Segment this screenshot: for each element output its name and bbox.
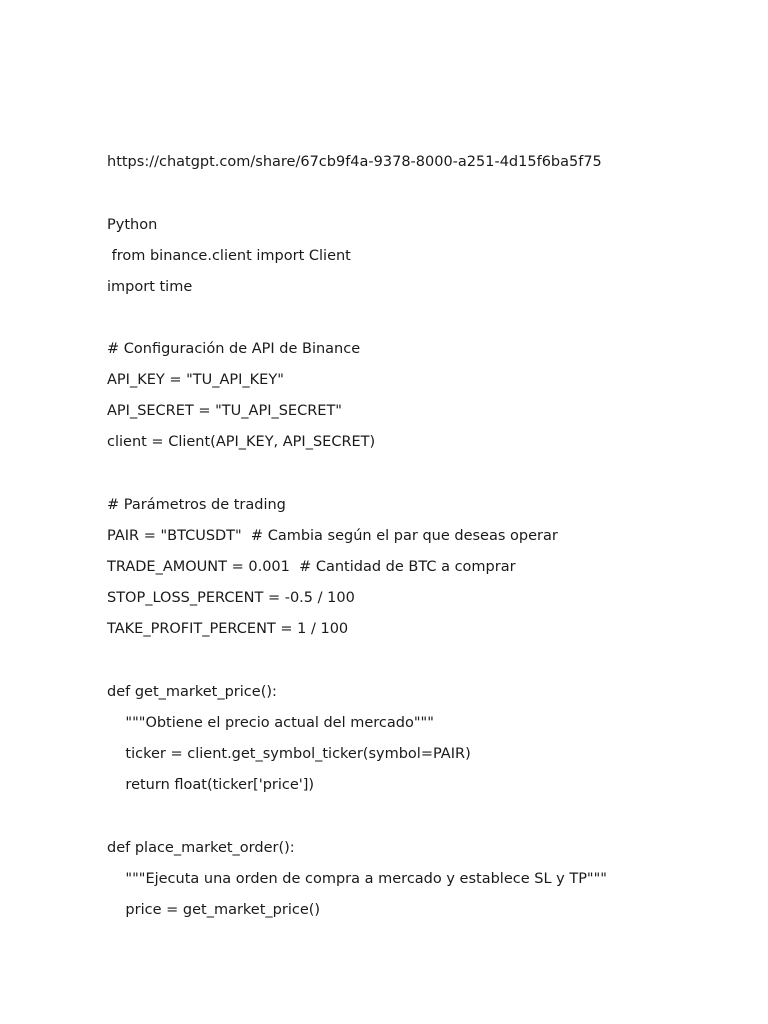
code-line: price = get_market_price() bbox=[107, 902, 321, 918]
code-line: def get_market_price(): bbox=[107, 684, 277, 700]
code-line: STOP_LOSS_PERCENT = -0.5 / 100 bbox=[107, 590, 355, 606]
code-line: ticker = client.get_symbol_ticker(symbol=PAIR) bbox=[107, 746, 471, 762]
code-line: TAKE_PROFIT_PERCENT = 1 / 100 bbox=[107, 621, 349, 637]
code-line: # Configuración de API de Binance bbox=[107, 341, 361, 357]
share-url: https://chatgpt.com/share/67cb9f4a-9378-8000-a251-4d15f6ba5f75 bbox=[107, 154, 602, 170]
code-line: """Obtiene el precio actual del mercado""" bbox=[107, 715, 434, 731]
code-line: def place_market_order(): bbox=[107, 840, 295, 856]
code-line: """Ejecuta una orden de compra a mercado y establece SL y TP""" bbox=[107, 871, 607, 887]
code-line: PAIR = "BTCUSDT" # Cambia según el par que deseas operar bbox=[107, 528, 558, 544]
code-line: # Parámetros de trading bbox=[107, 497, 286, 513]
code-line: API_SECRET = "TU_API_SECRET" bbox=[107, 403, 342, 419]
code-line: from binance.client import Client bbox=[107, 248, 351, 264]
code-line: API_KEY = "TU_API_KEY" bbox=[107, 372, 284, 388]
code-line: import time bbox=[107, 279, 193, 295]
language-label: Python bbox=[107, 217, 158, 233]
code-line: TRADE_AMOUNT = 0.001 # Cantidad de BTC a comprar bbox=[107, 559, 516, 575]
code-line: return float(ticker['price']) bbox=[107, 777, 315, 793]
code-line: client = Client(API_KEY, API_SECRET) bbox=[107, 434, 376, 450]
